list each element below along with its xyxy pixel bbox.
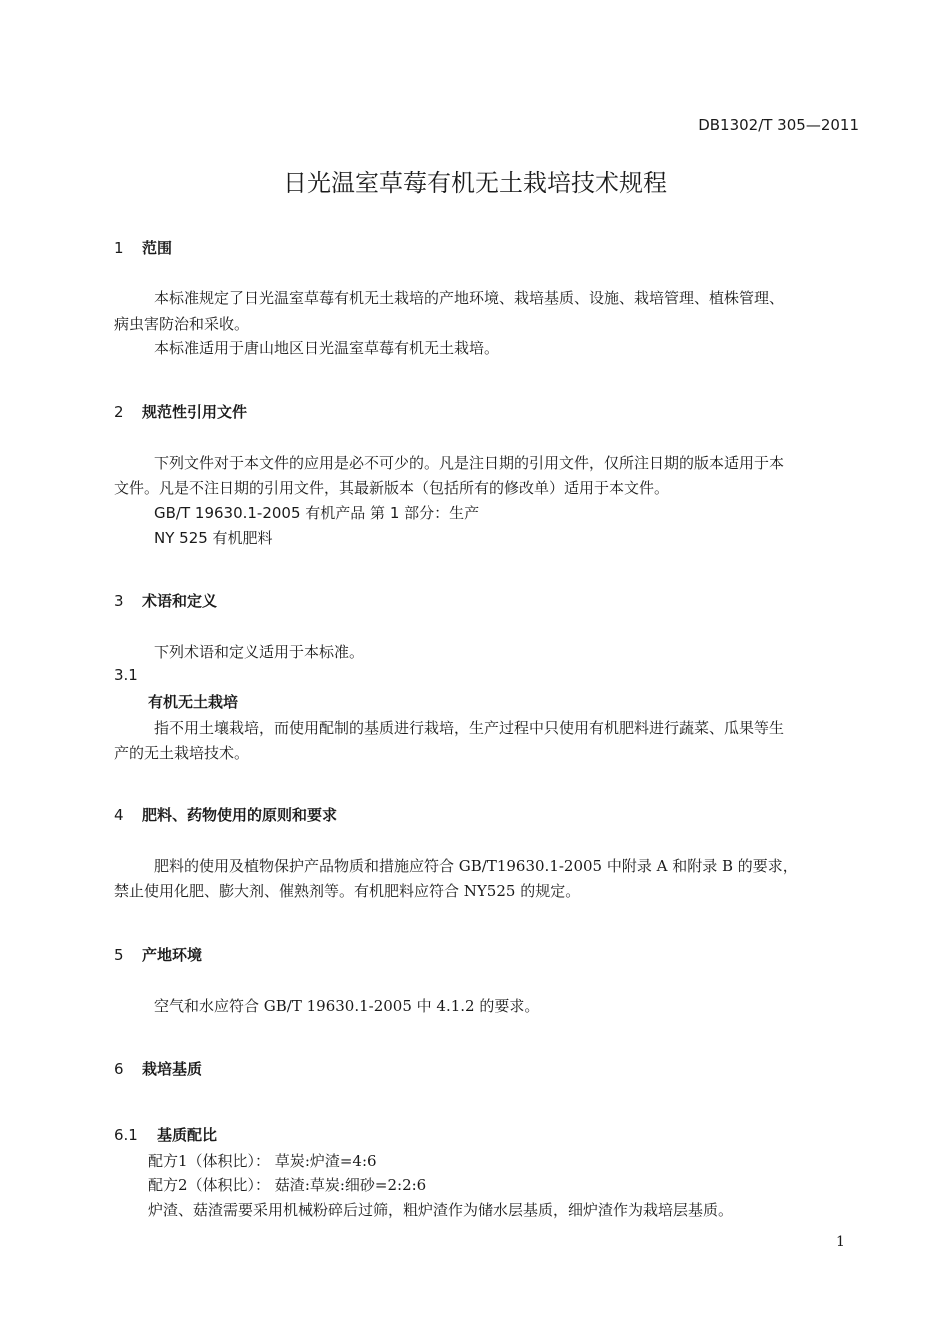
section-1-para-2: 本标准适用于唐山地区日光温室草莓有机无土栽培。 xyxy=(154,339,500,357)
reference-ny-525: NY 525 有机肥料 xyxy=(154,529,273,547)
section-2-para-1-line-2: 文件。凡是不注日期的引用文件，其最新版本（包括所有的修改单）适用于本文件。 xyxy=(114,479,670,497)
formula-2: 配方2（体积比）： 菇渣:草炭:细砂=2:2:6 xyxy=(148,1176,427,1194)
section-title: 栽培基质 xyxy=(142,1060,203,1078)
section-1-para-1-line-2: 病虫害防治和采收。 xyxy=(114,315,250,333)
section-title: 规范性引用文件 xyxy=(142,403,248,421)
subsection-number: 6.1 xyxy=(114,1126,138,1144)
section-1-heading xyxy=(114,237,172,258)
standard-number: DB1302/T 305—2011 xyxy=(698,116,859,134)
term-definition-line-1: 指不用土壤栽培，而使用配制的基质进行栽培，生产过程中只使用有机肥料进行蔬菜、瓜果等生 xyxy=(154,719,785,737)
section-2-para-1-line-1: 下列文件对于本文件的应用是必不可少的。凡是注日期的引用文件，仅所注日期的版本适用于本 xyxy=(154,454,785,472)
reference-gbt-19630: GB/T 19630.1-2005 有机产品 第 1 部分：生产 xyxy=(154,504,480,522)
document-title: 日光温室草莓有机无土栽培技术规程 xyxy=(283,169,667,197)
section-4-para-1-line-1: 肥料的使用及植物保护产品物质和措施应符合 GB/T19630.1-2005 中附录 A 和附录 B 的要求， xyxy=(154,857,798,875)
section-number: 1 xyxy=(114,239,124,257)
section-5-para-1: 空气和水应符合 GB/T 19630.1-2005 中 4.1.2 的要求。 xyxy=(154,997,540,1015)
page-number: 1 xyxy=(836,1234,845,1250)
section-title: 肥料、药物使用的原则和要求 xyxy=(142,806,338,824)
term-number: 3.1 xyxy=(114,666,138,684)
section-4-para-1-line-2: 禁止使用化肥、膨大剂、催熟剂等。有机肥料应符合 NY525 的规定。 xyxy=(114,882,581,900)
section-number: 5 xyxy=(114,946,124,964)
section-title: 产地环境 xyxy=(142,946,203,964)
section-3-para-1: 下列术语和定义适用于本标准。 xyxy=(154,643,365,661)
formula-1: 配方1（体积比）： 草炭:炉渣=4:6 xyxy=(148,1152,377,1170)
term-name: 有机无土栽培 xyxy=(148,693,239,711)
section-number: 6 xyxy=(114,1060,124,1078)
subsection-title: 基质配比 xyxy=(157,1126,218,1144)
section-6-note: 炉渣、菇渣需要采用机械粉碎后过筛，粗炉渣作为储水层基质，细炉渣作为栽培层基质。 xyxy=(148,1201,734,1219)
term-definition-line-2: 产的无土栽培技术。 xyxy=(114,744,250,762)
section-1-para-1-line-1: 本标准规定了日光温室草莓有机无土栽培的产地环境、栽培基质、设施、栽培管理、植株管理、 xyxy=(154,289,785,307)
section-5-heading xyxy=(114,944,202,965)
section-3-heading xyxy=(114,590,217,611)
section-4-heading xyxy=(114,804,337,825)
section-number: 2 xyxy=(114,403,124,421)
subsection-6-1-heading xyxy=(114,1124,217,1145)
section-number: 4 xyxy=(114,806,124,824)
section-title: 范围 xyxy=(142,239,173,257)
section-6-heading xyxy=(114,1058,202,1079)
section-title: 术语和定义 xyxy=(142,592,218,610)
section-2-heading xyxy=(114,401,247,422)
section-number: 3 xyxy=(114,592,124,610)
